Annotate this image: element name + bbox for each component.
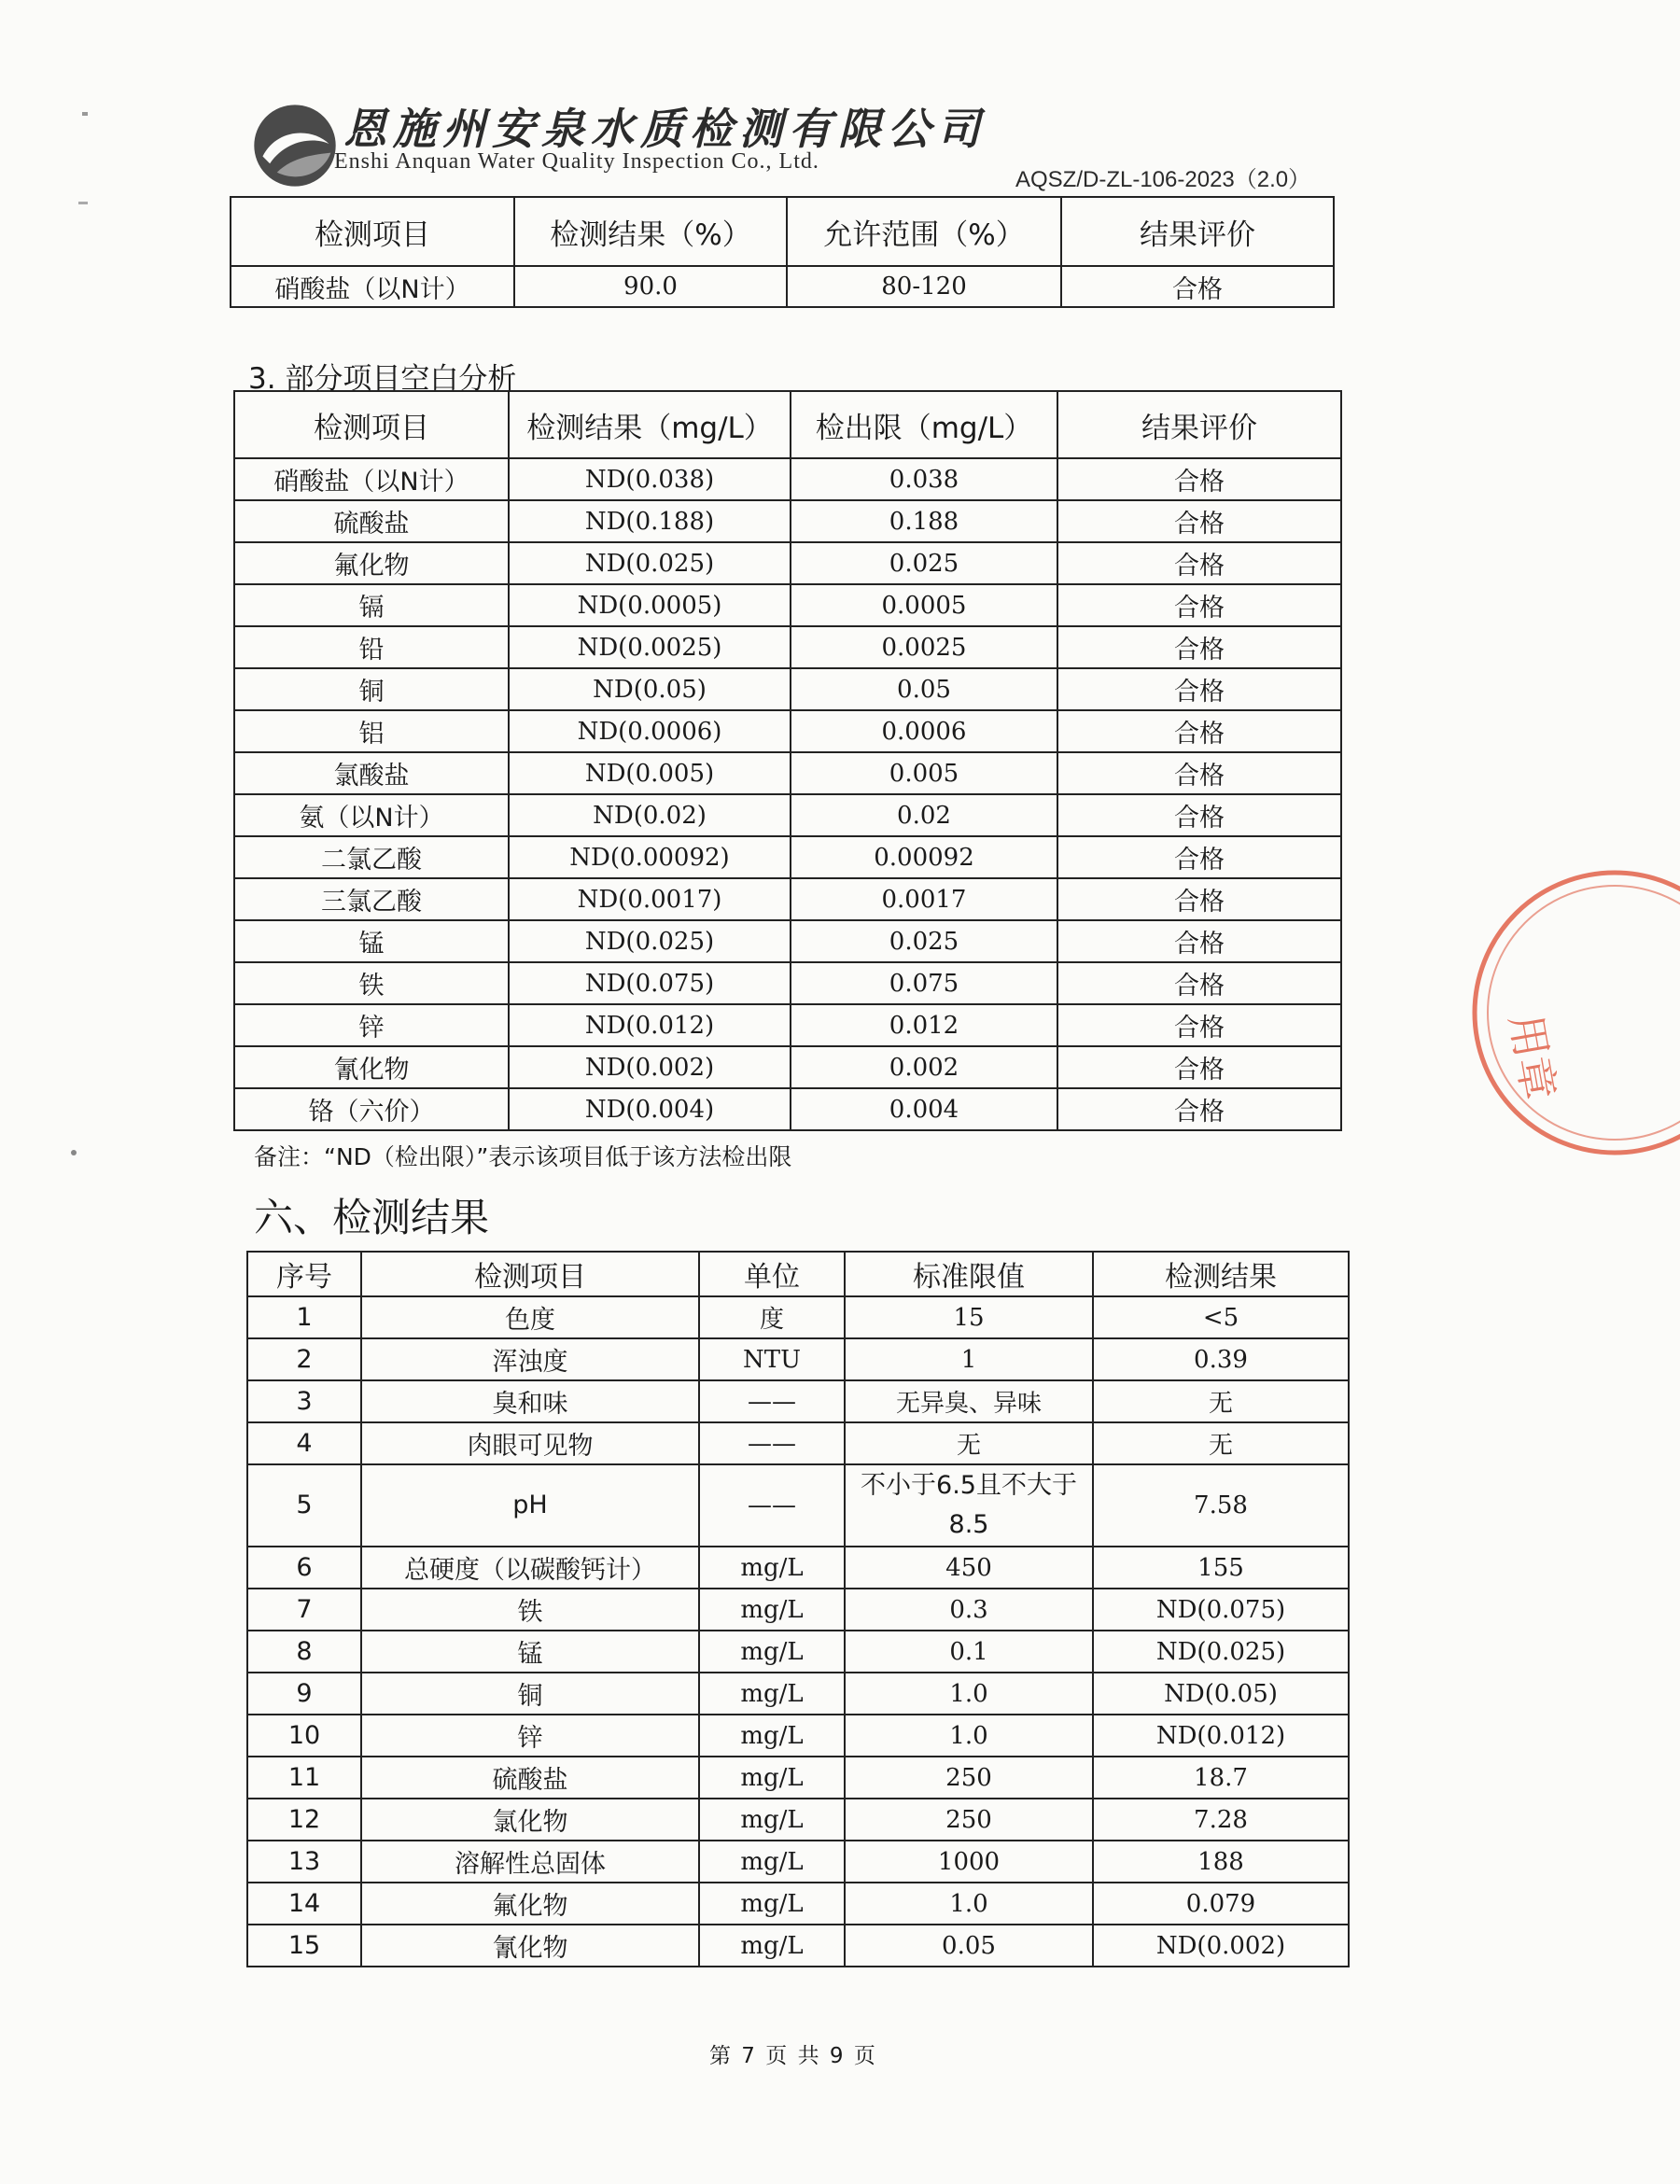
standard-limit: 1000: [845, 1841, 1093, 1883]
unit: mg/L: [699, 1925, 845, 1967]
table-row: [234, 584, 1341, 626]
detection-limit: 0.05: [791, 668, 1057, 710]
item-name: 硝酸盐（以N计）: [231, 266, 514, 307]
item-name: 铝: [234, 710, 509, 752]
item-name: 氟化物: [361, 1883, 699, 1925]
item-name: 总硬度（以碳酸钙计）: [361, 1547, 699, 1589]
item-name: 三氯乙酸: [234, 878, 509, 920]
column-header: 结果评价: [1061, 197, 1334, 266]
row-index: 1: [247, 1296, 361, 1338]
unit: mg/L: [699, 1799, 845, 1841]
result-value: 7.58: [1093, 1464, 1349, 1547]
result-value: ND(0.025): [1093, 1631, 1349, 1673]
detection-limit: 0.005: [791, 752, 1057, 794]
table-row: [234, 626, 1341, 668]
row-index: 3: [247, 1380, 361, 1422]
table-row: [247, 1338, 1349, 1380]
result-value: 无: [1093, 1380, 1349, 1422]
detection-limit: 0.004: [791, 1088, 1057, 1130]
company-logo: [250, 101, 340, 190]
table-row: [234, 1046, 1341, 1088]
document-code: AQSZ/D-ZL-106-2023（2.0）: [1015, 167, 1311, 192]
row-index: 4: [247, 1422, 361, 1464]
table-note: 备注：“ND（检出限）”表示该项目低于该方法检出限: [254, 1143, 792, 1170]
item-name: 氯酸盐: [234, 752, 509, 794]
result-value: ND(0.038): [509, 458, 791, 500]
result-value: 155: [1093, 1547, 1349, 1589]
detection-limit: 0.0017: [791, 878, 1057, 920]
table-row: [234, 1088, 1341, 1130]
standard-limit: 无: [845, 1422, 1093, 1464]
detection-limit: 0.00092: [791, 836, 1057, 878]
result-value: ND(0.075): [1093, 1589, 1349, 1631]
standard-limit: 0.3: [845, 1589, 1093, 1631]
unit: mg/L: [699, 1547, 845, 1589]
standard-limit: 250: [845, 1757, 1093, 1799]
result-value: ND(0.025): [509, 542, 791, 584]
result-value: ND(0.002): [509, 1046, 791, 1088]
section-heading: 六、检测结果: [254, 1195, 490, 1240]
svg-text:用章: 用章: [1500, 1010, 1565, 1104]
item-name: 氰化物: [361, 1925, 699, 1967]
standard-limit: 250: [845, 1799, 1093, 1841]
evaluation: 合格: [1057, 626, 1341, 668]
detection-limit: 0.0025: [791, 626, 1057, 668]
column-header: 检测项目: [234, 391, 509, 458]
table-row: [247, 1757, 1349, 1799]
result-value: 0.079: [1093, 1883, 1349, 1925]
row-index: 7: [247, 1589, 361, 1631]
result-value: ND(0.0017): [509, 878, 791, 920]
company-name-cn: 恩施州安泉水质检测有限公司: [343, 104, 987, 154]
table-header-row: [231, 197, 1334, 266]
result-value: 188: [1093, 1841, 1349, 1883]
result-value: ND(0.05): [1093, 1673, 1349, 1715]
detection-limit: 0.02: [791, 794, 1057, 836]
result-value: ND(0.004): [509, 1088, 791, 1130]
table-row: [247, 1296, 1349, 1338]
column-header: 检出限（mg/L）: [791, 391, 1057, 458]
evaluation: 合格: [1057, 584, 1341, 626]
unit: 度: [699, 1296, 845, 1338]
standard-limit: 1.0: [845, 1883, 1093, 1925]
unit: ——: [699, 1422, 845, 1464]
standard-limit: 0.1: [845, 1631, 1093, 1673]
item-name: 铜: [361, 1673, 699, 1715]
column-header: 标准限值: [845, 1252, 1093, 1296]
standard-limit: 无异臭、异味: [845, 1380, 1093, 1422]
row-index: 13: [247, 1841, 361, 1883]
item-name: 臭和味: [361, 1380, 699, 1422]
result-value: 90.0: [514, 266, 787, 307]
table-row: [234, 710, 1341, 752]
row-index: 5: [247, 1464, 361, 1547]
table-row: [234, 1004, 1341, 1046]
evaluation: 合格: [1057, 1004, 1341, 1046]
column-header: 结果评价: [1057, 391, 1341, 458]
table-row: [247, 1799, 1349, 1841]
evaluation: 合格: [1057, 752, 1341, 794]
result-value: ND(0.188): [509, 500, 791, 542]
standard-limit: 450: [845, 1547, 1093, 1589]
result-value: 无: [1093, 1422, 1349, 1464]
result-value: ND(0.02): [509, 794, 791, 836]
evaluation: 合格: [1057, 920, 1341, 962]
row-index: 9: [247, 1673, 361, 1715]
item-name: 肉眼可见物: [361, 1422, 699, 1464]
table-row: [247, 1883, 1349, 1925]
unit: mg/L: [699, 1757, 845, 1799]
evaluation: 合格: [1057, 878, 1341, 920]
evaluation: 合格: [1057, 458, 1341, 500]
table-row: [234, 458, 1341, 500]
table-row: [234, 836, 1341, 878]
unit: mg/L: [699, 1589, 845, 1631]
result-value: ND(0.0025): [509, 626, 791, 668]
result-value: ND(0.005): [509, 752, 791, 794]
evaluation: 合格: [1057, 542, 1341, 584]
recovery-table: [230, 196, 1335, 308]
unit: mg/L: [699, 1631, 845, 1673]
table-row: [234, 794, 1341, 836]
table-row: [234, 962, 1341, 1004]
unit: mg/L: [699, 1715, 845, 1757]
result-value: <5: [1093, 1296, 1349, 1338]
column-header: 允许范围（%）: [787, 197, 1061, 266]
table-row: [234, 500, 1341, 542]
table-row: [234, 920, 1341, 962]
result-value: ND(0.075): [509, 962, 791, 1004]
evaluation: 合格: [1057, 1046, 1341, 1088]
unit: ——: [699, 1380, 845, 1422]
row-index: 2: [247, 1338, 361, 1380]
table-row: [247, 1925, 1349, 1967]
table-row: [247, 1673, 1349, 1715]
evaluation: 合格: [1057, 836, 1341, 878]
row-index: 15: [247, 1925, 361, 1967]
item-name: 镉: [234, 584, 509, 626]
item-name: 色度: [361, 1296, 699, 1338]
scan-artifact: [82, 112, 88, 116]
evaluation: 合格: [1061, 266, 1334, 307]
result-value: ND(0.0005): [509, 584, 791, 626]
table-row: [231, 266, 1334, 307]
result-value: ND(0.00092): [509, 836, 791, 878]
section-heading: 3. 部分项目空白分析: [248, 362, 517, 396]
detection-limit: 0.075: [791, 962, 1057, 1004]
unit: mg/L: [699, 1883, 845, 1925]
company-name-en: Enshi Anquan Water Quality Inspection Co., Ltd.: [334, 149, 819, 174]
detection-limit: 0.188: [791, 500, 1057, 542]
detection-limit: 0.002: [791, 1046, 1057, 1088]
table-row: [247, 1589, 1349, 1631]
page-number: 第 7 页 共 9 页: [709, 2044, 877, 2068]
column-header: 检测项目: [231, 197, 514, 266]
result-value: ND(0.012): [509, 1004, 791, 1046]
result-value: 0.39: [1093, 1338, 1349, 1380]
item-name: 锌: [234, 1004, 509, 1046]
standard-limit: 1.0: [845, 1673, 1093, 1715]
table-row: [247, 1422, 1349, 1464]
item-name: 溶解性总固体: [361, 1841, 699, 1883]
scan-artifact: [78, 202, 88, 204]
result-value: 18.7: [1093, 1757, 1349, 1799]
detection-limit: 0.0006: [791, 710, 1057, 752]
table-row: [234, 878, 1341, 920]
column-header: 检测结果: [1093, 1252, 1349, 1296]
item-name: 铬（六价）: [234, 1088, 509, 1130]
detection-limit: 0.038: [791, 458, 1057, 500]
table-row: [234, 752, 1341, 794]
row-index: 14: [247, 1883, 361, 1925]
column-header: 序号: [247, 1252, 361, 1296]
evaluation: 合格: [1057, 500, 1341, 542]
standard-limit: 15: [845, 1296, 1093, 1338]
item-name: 铅: [234, 626, 509, 668]
item-name: 铁: [234, 962, 509, 1004]
table-row: [247, 1841, 1349, 1883]
result-value: ND(0.002): [1093, 1925, 1349, 1967]
item-name: 锌: [361, 1715, 699, 1757]
table-row: [234, 542, 1341, 584]
official-seal: [1456, 859, 1680, 1157]
table-row: [247, 1631, 1349, 1673]
allowed-range: 80-120: [787, 266, 1061, 307]
item-name: 锰: [361, 1631, 699, 1673]
item-name: 氯化物: [361, 1799, 699, 1841]
standard-limit: 1: [845, 1338, 1093, 1380]
table-header-row: [247, 1252, 1349, 1296]
table-row: [234, 668, 1341, 710]
row-index: 8: [247, 1631, 361, 1673]
result-value: 7.28: [1093, 1799, 1349, 1841]
item-name: 铜: [234, 668, 509, 710]
table-row: [247, 1464, 1349, 1547]
unit: ——: [699, 1464, 845, 1547]
unit: mg/L: [699, 1673, 845, 1715]
unit: NTU: [699, 1338, 845, 1380]
result-value: ND(0.025): [509, 920, 791, 962]
result-value: ND(0.012): [1093, 1715, 1349, 1757]
item-name: 锰: [234, 920, 509, 962]
item-name: 浑浊度: [361, 1338, 699, 1380]
standard-limit: 1.0: [845, 1715, 1093, 1757]
column-header: 检测结果（%）: [514, 197, 787, 266]
item-name: 硫酸盐: [234, 500, 509, 542]
table-row: [247, 1547, 1349, 1589]
column-header: 检测项目: [361, 1252, 699, 1296]
item-name: 硫酸盐: [361, 1757, 699, 1799]
blank-analysis-table: [233, 390, 1342, 1131]
standard-limit: 0.05: [845, 1925, 1093, 1967]
result-value: ND(0.05): [509, 668, 791, 710]
item-name: 硝酸盐（以N计）: [234, 458, 509, 500]
standard-limit: 不小于6.5且不大于8.5: [845, 1464, 1093, 1547]
unit: mg/L: [699, 1841, 845, 1883]
item-name: 氨（以N计）: [234, 794, 509, 836]
item-name: pH: [361, 1464, 699, 1547]
item-name: 氰化物: [234, 1046, 509, 1088]
table-row: [247, 1715, 1349, 1757]
evaluation: 合格: [1057, 710, 1341, 752]
column-header: 单位: [699, 1252, 845, 1296]
evaluation: 合格: [1057, 962, 1341, 1004]
item-name: 氟化物: [234, 542, 509, 584]
row-index: 11: [247, 1757, 361, 1799]
detection-limit: 0.0005: [791, 584, 1057, 626]
row-index: 12: [247, 1799, 361, 1841]
detection-limit: 0.025: [791, 920, 1057, 962]
column-header: 检测结果（mg/L）: [509, 391, 791, 458]
row-index: 10: [247, 1715, 361, 1757]
item-name: 二氯乙酸: [234, 836, 509, 878]
evaluation: 合格: [1057, 668, 1341, 710]
item-name: 铁: [361, 1589, 699, 1631]
row-index: 6: [247, 1547, 361, 1589]
evaluation: 合格: [1057, 794, 1341, 836]
table-header-row: [234, 391, 1341, 458]
results-table: [246, 1251, 1350, 1967]
detection-limit: 0.012: [791, 1004, 1057, 1046]
scan-artifact: [71, 1150, 77, 1155]
table-row: [247, 1380, 1349, 1422]
detection-limit: 0.025: [791, 542, 1057, 584]
result-value: ND(0.0006): [509, 710, 791, 752]
evaluation: 合格: [1057, 1088, 1341, 1130]
